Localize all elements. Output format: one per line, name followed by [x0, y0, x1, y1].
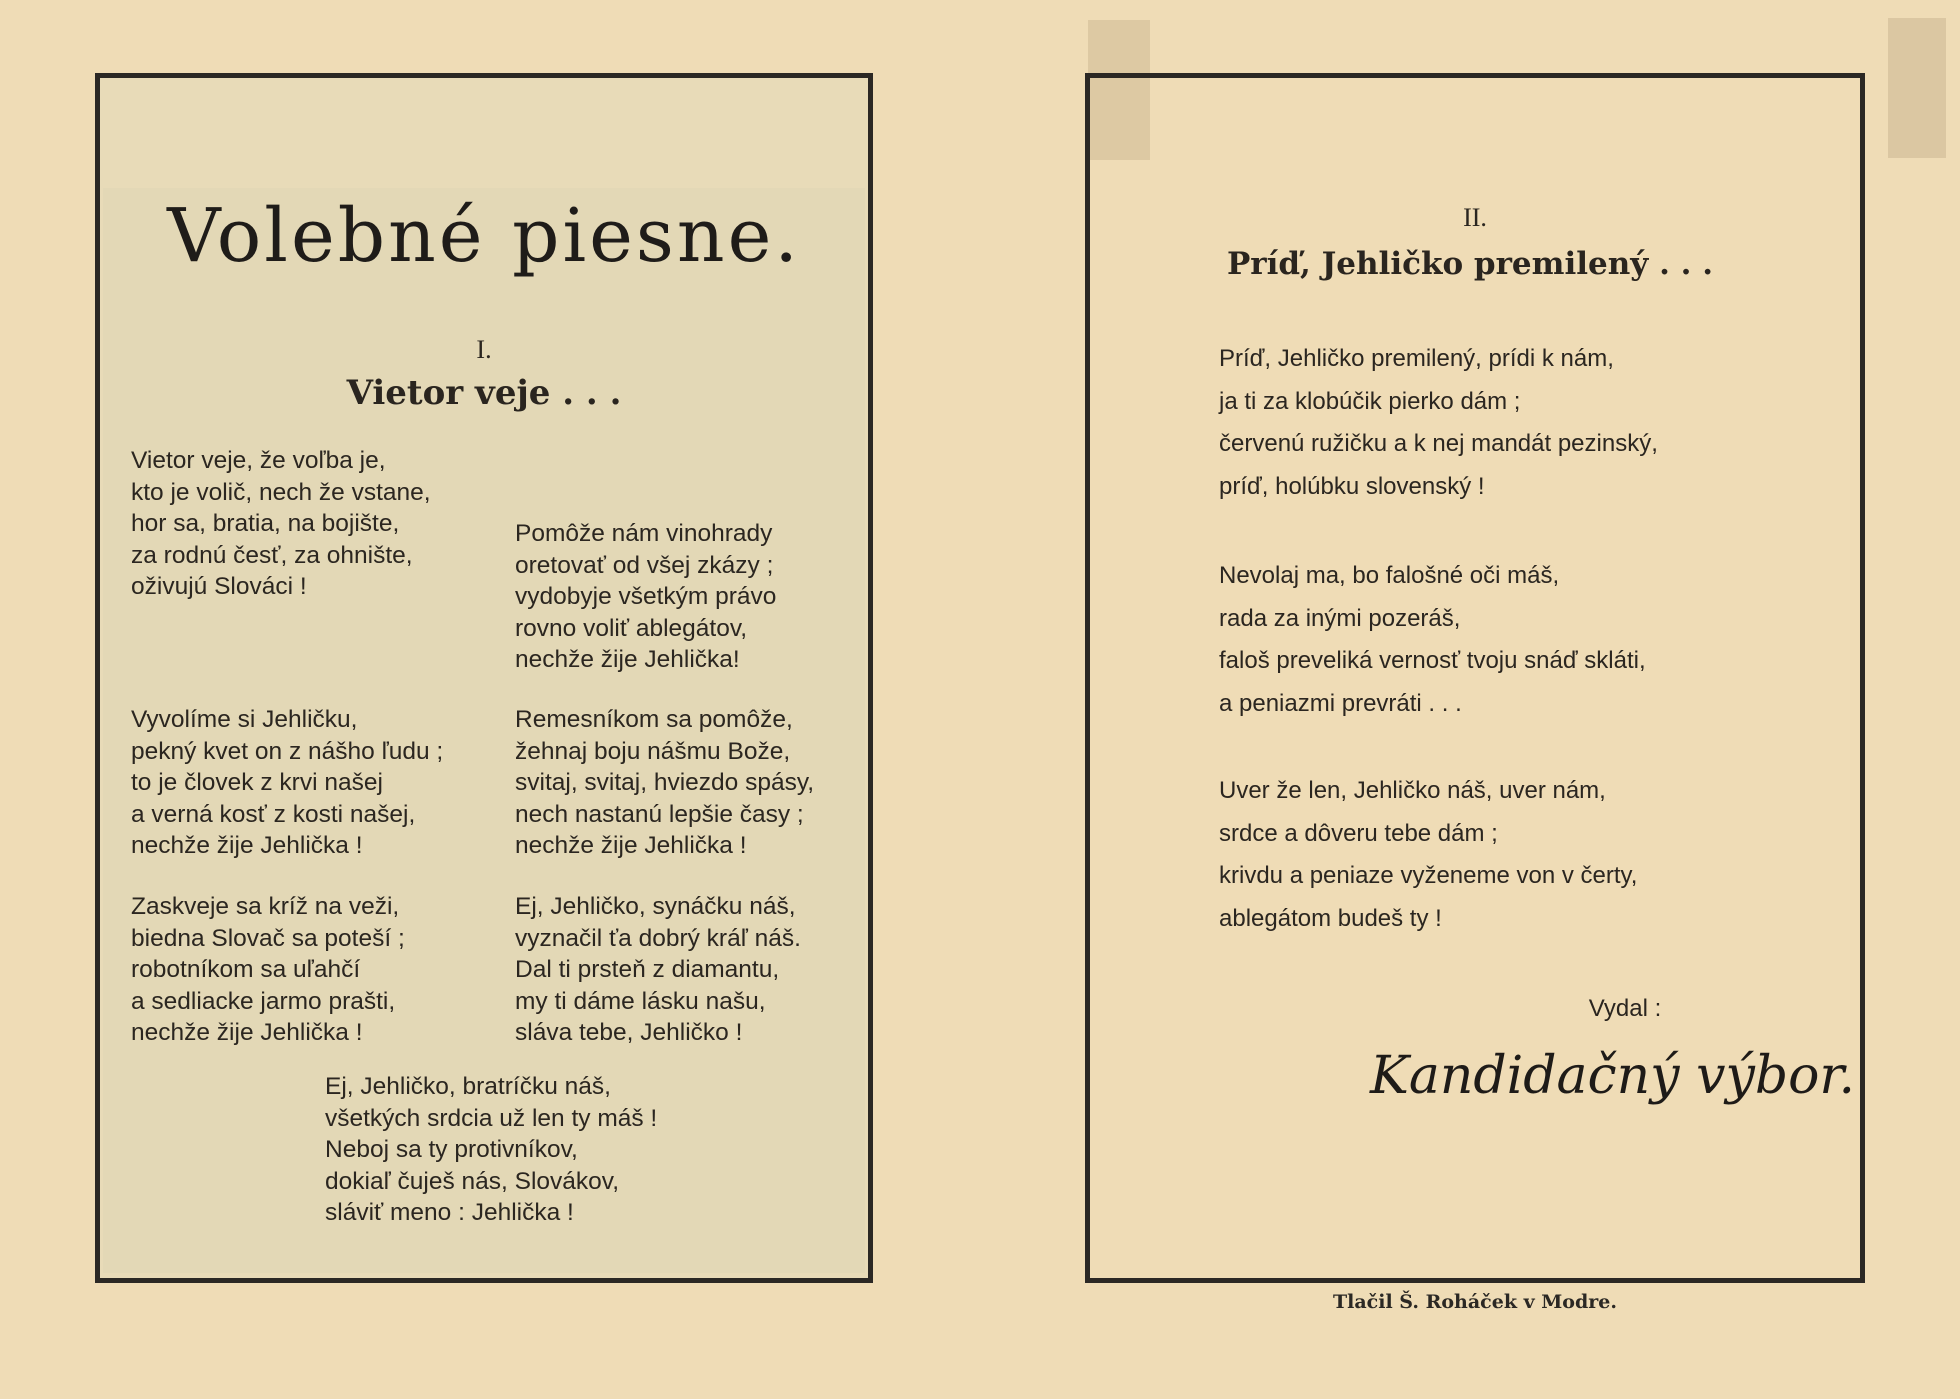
right-page	[1085, 73, 1865, 1283]
verse-line: sláva tebe, Jehličko !	[515, 1019, 743, 1046]
verse-line: všetkých srdcia už len ty máš !	[325, 1104, 658, 1132]
verse-line: a sedliacke jarmo prašti,	[131, 987, 396, 1015]
verse-line: faloš preveliká vernosť tvoju snáď skláti,	[1219, 647, 1646, 674]
stanza-6	[515, 891, 801, 1049]
published-by-label: Vydal :	[1588, 995, 1662, 1022]
verse-line: Dal ti prsteň z diamantu,	[515, 956, 780, 983]
publisher-name: Kandidačný výbor.	[1370, 1046, 1856, 1106]
verse-line: dokiaľ čuješ nás, Slovákov,	[325, 1167, 620, 1195]
stanza-3	[1219, 770, 1637, 940]
verse-line: Neboj sa ty protivníkov,	[325, 1136, 578, 1163]
stanza-1	[1219, 338, 1658, 508]
verse-line: ja ti za klobúčik pierko dám ;	[1219, 387, 1521, 415]
stanza-2	[1219, 555, 1646, 725]
stanza-5	[515, 704, 814, 862]
final-stanza	[325, 1071, 657, 1229]
verse-line: robotníkom sa uľahčí	[131, 956, 361, 983]
printer-note: Tlačil Š. Roháček v Modre.	[1333, 1291, 1617, 1313]
verse-line: Pomôže nám vinohrady	[515, 520, 773, 547]
verse-line: červenú ružičku a k nej mandát pezinský,	[1219, 430, 1658, 457]
verse-line: nech nastanú lepšie časy ;	[515, 800, 804, 828]
section-title: Vietor veje . . .	[346, 373, 622, 413]
verse-line: rovno voliť ablegátov,	[515, 614, 748, 642]
left-page	[95, 73, 873, 1283]
verse-line: my ti dáme lásku našu,	[515, 987, 766, 1015]
verse-line: svitaj, svitaj, hviezdo spásy,	[515, 769, 815, 796]
verse-line: ablegátom budeš ty !	[1219, 904, 1442, 932]
section-number: II.	[1463, 203, 1487, 232]
verse-line: nechže žije Jehlička!	[515, 646, 740, 673]
verse-line: žehnaj boju nášmu Bože,	[515, 737, 791, 765]
verse-line: Ej, Jehličko, bratríčku náš,	[325, 1073, 611, 1100]
section-number: I.	[476, 335, 492, 364]
stanza-1	[131, 445, 431, 603]
verse-line: nechže žije Jehlička !	[515, 832, 747, 859]
verse-line: sláviť meno : Jehlička !	[325, 1199, 574, 1226]
verse-line: vyznačil ťa dobrý kráľ náš.	[515, 924, 801, 952]
verse-line: vydobyje všetkým právo	[515, 583, 777, 610]
verse-line: pekný kvet on z nášho ľudu ;	[131, 737, 444, 765]
verse-line: Uver že len, Jehličko náš, uver nám,	[1219, 777, 1606, 804]
verse-line: za rodnú česť, za ohnište,	[131, 541, 413, 569]
verse-line: srdce a dôveru tebe dám ;	[1219, 819, 1498, 847]
verse-line: kto je volič, nech že vstane,	[131, 478, 431, 506]
verse-line: nechže žije Jehlička !	[131, 832, 363, 859]
stanza-2	[131, 704, 443, 862]
paper-stain	[1888, 18, 1946, 158]
verse-line: nechže žije Jehlička !	[131, 1019, 363, 1046]
stanza-3	[131, 891, 405, 1049]
verse-line: Vietor veje, že voľba je,	[131, 447, 386, 474]
page-title: Volebné piesne.	[167, 193, 801, 279]
verse-line: Nevolaj ma, bo falošné oči máš,	[1219, 562, 1560, 589]
verse-line: Zaskveje sa kríž na veži,	[131, 893, 400, 920]
verse-line: hor sa, bratia, na bojište,	[131, 510, 400, 537]
stanza-4	[515, 518, 776, 676]
verse-line: a verná kosť z kosti našej,	[131, 800, 416, 828]
verse-line: krivdu a peniaze vyženeme von v čerty,	[1219, 862, 1638, 889]
section-title: Príď, Jehličko premilený . . .	[1226, 246, 1714, 282]
verse-line: biedna Slovač sa poteší ;	[131, 924, 405, 952]
verse-line: rada za inými pozeráš,	[1219, 604, 1461, 632]
verse-line: Ej, Jehličko, synáčku náš,	[515, 893, 796, 920]
verse-line: to je človek z krvi našej	[131, 769, 383, 796]
verse-line: a peniazmi prevráti . . .	[1219, 689, 1462, 717]
verse-line: príď, holúbku slovenský !	[1219, 472, 1485, 500]
verse-line: oretovať od všej zkázy ;	[515, 551, 774, 579]
verse-line: oživujú Slováci !	[131, 573, 307, 600]
verse-line: Vyvolíme si Jehličku,	[131, 706, 358, 733]
verse-line: Remesníkom sa pomôže,	[515, 706, 793, 733]
verse-line: Príď, Jehličko premilený, prídi k nám,	[1219, 345, 1614, 372]
